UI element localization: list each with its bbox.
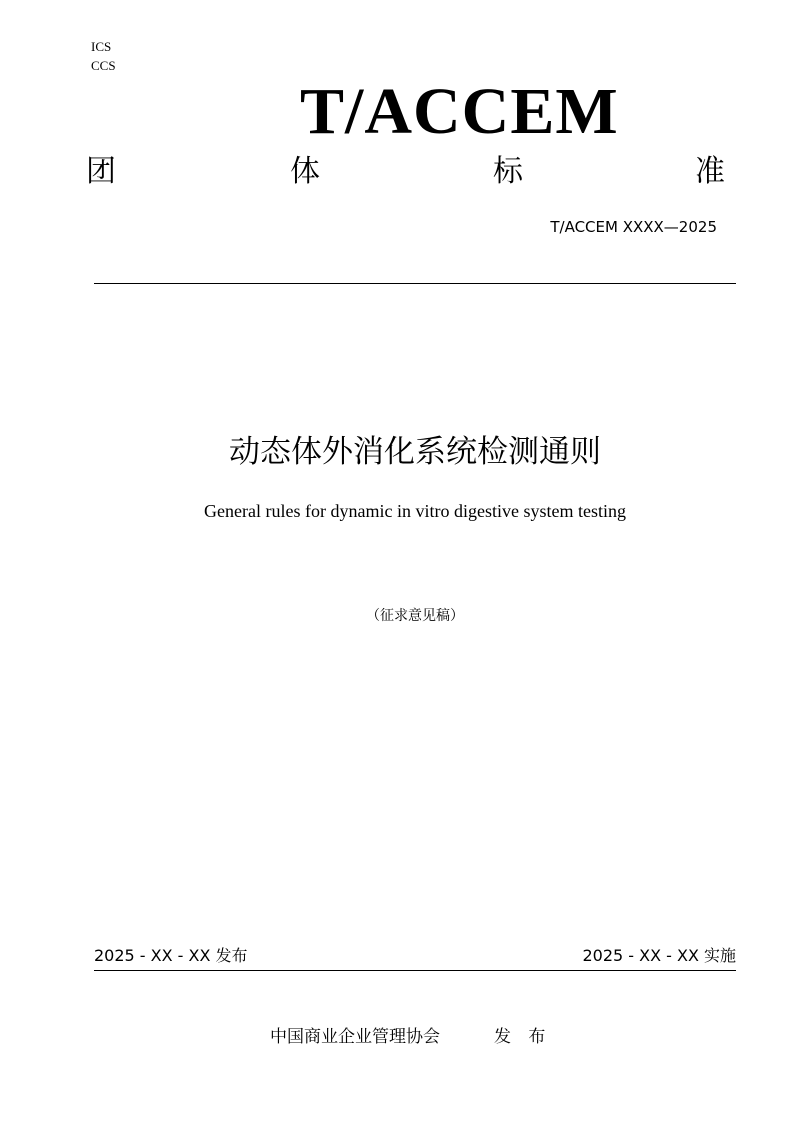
publish-verb: 发 布: [494, 1027, 552, 1047]
standard-type-char: 准: [695, 154, 725, 189]
title-english: General rules for dynamic in vitro digestive system testing: [204, 501, 626, 521]
publish-date: 2025 - XX - XX 发布: [94, 946, 248, 965]
standard-number: T/ACCEM XXXX—2025: [550, 218, 717, 236]
org-code-logo: T/ACCEM: [300, 75, 619, 148]
standard-type-char: 团: [86, 154, 116, 189]
standard-type-char: 标: [493, 154, 523, 189]
standard-type-char: 体: [290, 154, 320, 189]
ics-label: ICS: [91, 39, 112, 54]
ccs-label: CCS: [91, 58, 116, 73]
implement-date: 2025 - XX - XX 实施: [582, 946, 736, 965]
footer-divider: [94, 970, 736, 971]
publisher-name: 中国商业企业管理协会: [270, 1027, 440, 1047]
draft-stage-label: （征求意见稿）: [366, 608, 464, 624]
title-chinese: 动态体外消化系统检测通则: [229, 434, 601, 470]
header-divider: [94, 283, 736, 284]
